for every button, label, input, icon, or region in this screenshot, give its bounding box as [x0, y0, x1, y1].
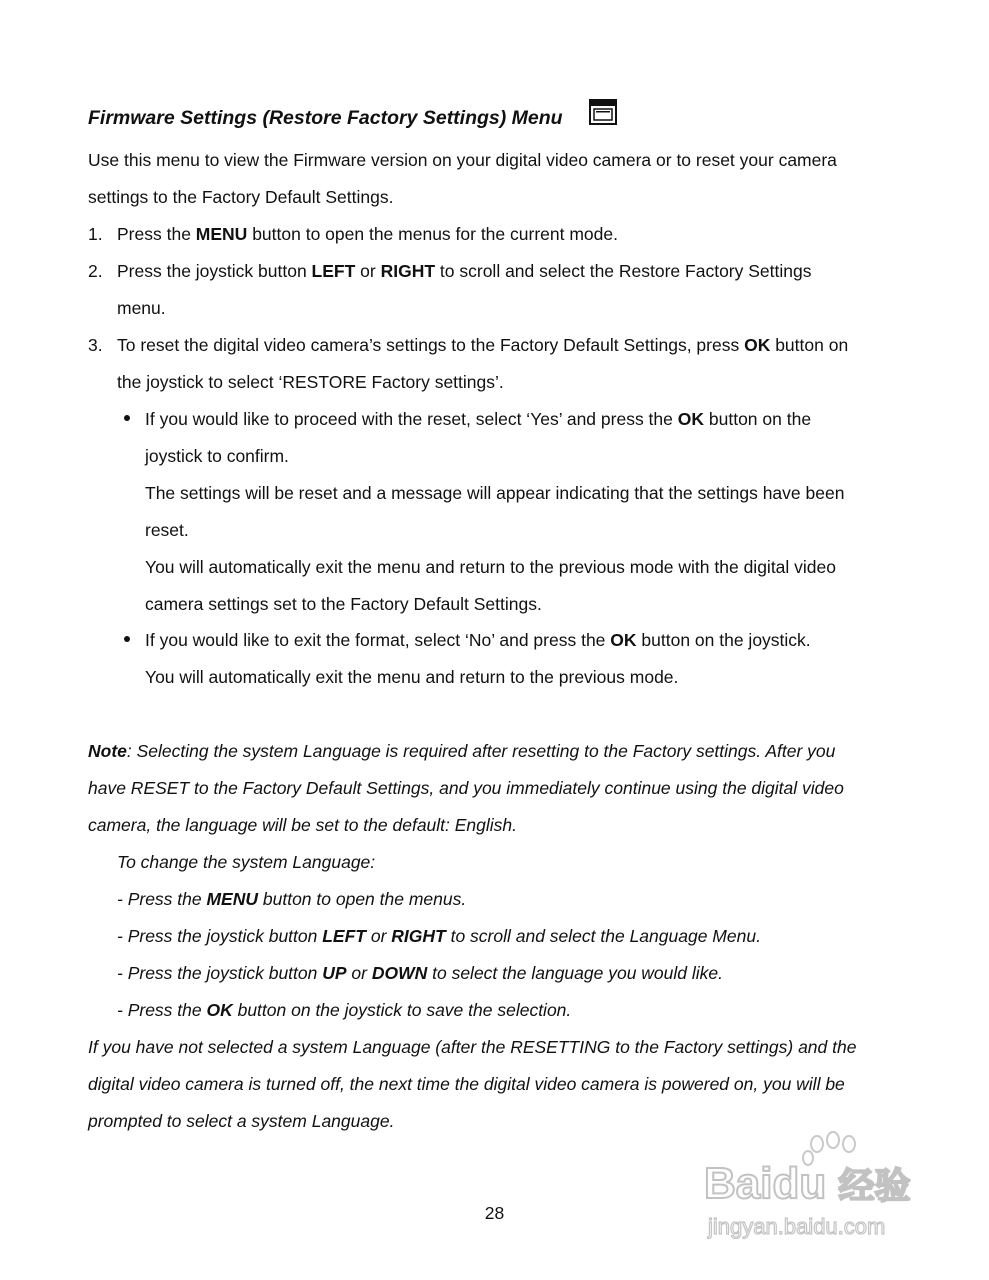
- firmware-menu-icon: [589, 99, 617, 125]
- watermark-brand: Baidu: [704, 1159, 827, 1208]
- note-line-1: Note: Selecting the system Language is required after resetting to the Factory settings. After you: [88, 741, 836, 761]
- baidu-watermark: [700, 1130, 940, 1250]
- note-step-2: - Press the joystick button LEFT or RIGHT to scroll and select the Language Menu.: [117, 926, 761, 946]
- svg-text:Baidu 经验: [704, 1159, 910, 1208]
- step-2-number: 2.: [88, 261, 103, 281]
- note-step-1: - Press the MENU button to open the menus.: [117, 889, 467, 909]
- intro-line-2: settings to the Factory Default Settings.: [88, 187, 394, 207]
- bullet-2-text: If you would like to exit the format, select ‘No’ and press the OK button on the joystick.: [145, 630, 811, 650]
- watermark-cn: 经验: [838, 1165, 911, 1206]
- bullet-1-text: If you would like to proceed with the reset, select ‘Yes’ and press the OK button on the: [145, 409, 812, 429]
- note-line-3: camera, the language will be set to the default: English.: [88, 815, 518, 835]
- note-footer-line-3: prompted to select a system Language.: [88, 1111, 395, 1131]
- note-change-language: To change the system Language:: [117, 852, 376, 872]
- bullet-dot: [124, 636, 130, 642]
- bullet-1-line-3: The settings will be reset and a message will appear indicating that the settings have been: [145, 483, 845, 503]
- step-2-continuation: menu.: [117, 298, 166, 318]
- watermark-url: jingyan.baidu.com: [708, 1214, 886, 1239]
- note-footer-line-1: If you have not selected a system Language (after the RESETTING to the Factory settings) and the: [88, 1037, 857, 1057]
- note-footer-line-2: digital video camera is turned off, the next time the digital video camera is powered on, you will be: [88, 1074, 845, 1094]
- page-number: 28: [484, 1203, 505, 1223]
- note-step-3: - Press the joystick button UP or DOWN to select the language you would like.: [117, 963, 723, 983]
- bullet-dot: [124, 415, 130, 421]
- bullet-1-line-5: You will automatically exit the menu and return to the previous mode with the digital video: [145, 557, 836, 577]
- note-step-4: - Press the OK button on the joystick to save the selection.: [117, 1000, 572, 1020]
- step-3-number: 3.: [88, 335, 103, 355]
- intro-line-1: Use this menu to view the Firmware version on your digital video camera or to reset your camera: [88, 150, 837, 170]
- step-2-text: Press the joystick button LEFT or RIGHT to scroll and select the Restore Factory Settings: [117, 261, 812, 281]
- section-title: Firmware Settings (Restore Factory Settings) Menu: [88, 107, 563, 129]
- bullet-1-line-6: camera settings set to the Factory Default Settings.: [145, 594, 542, 614]
- step-3-continuation: the joystick to select ‘RESTORE Factory settings’.: [117, 372, 504, 392]
- step-3-text: To reset the digital video camera’s settings to the Factory Default Settings, press OK button on: [117, 335, 849, 355]
- step-1-number: 1.: [88, 224, 103, 244]
- bullet-2-line-2: You will automatically exit the menu and return to the previous mode.: [145, 667, 679, 687]
- step-1-text: Press the MENU button to open the menus for the current mode.: [117, 224, 618, 244]
- bullet-1-line-2: joystick to confirm.: [145, 446, 289, 466]
- bullet-1-line-4: reset.: [145, 520, 189, 540]
- note-line-2: have RESET to the Factory Default Settings, and you immediately continue using the digital video: [88, 778, 844, 798]
